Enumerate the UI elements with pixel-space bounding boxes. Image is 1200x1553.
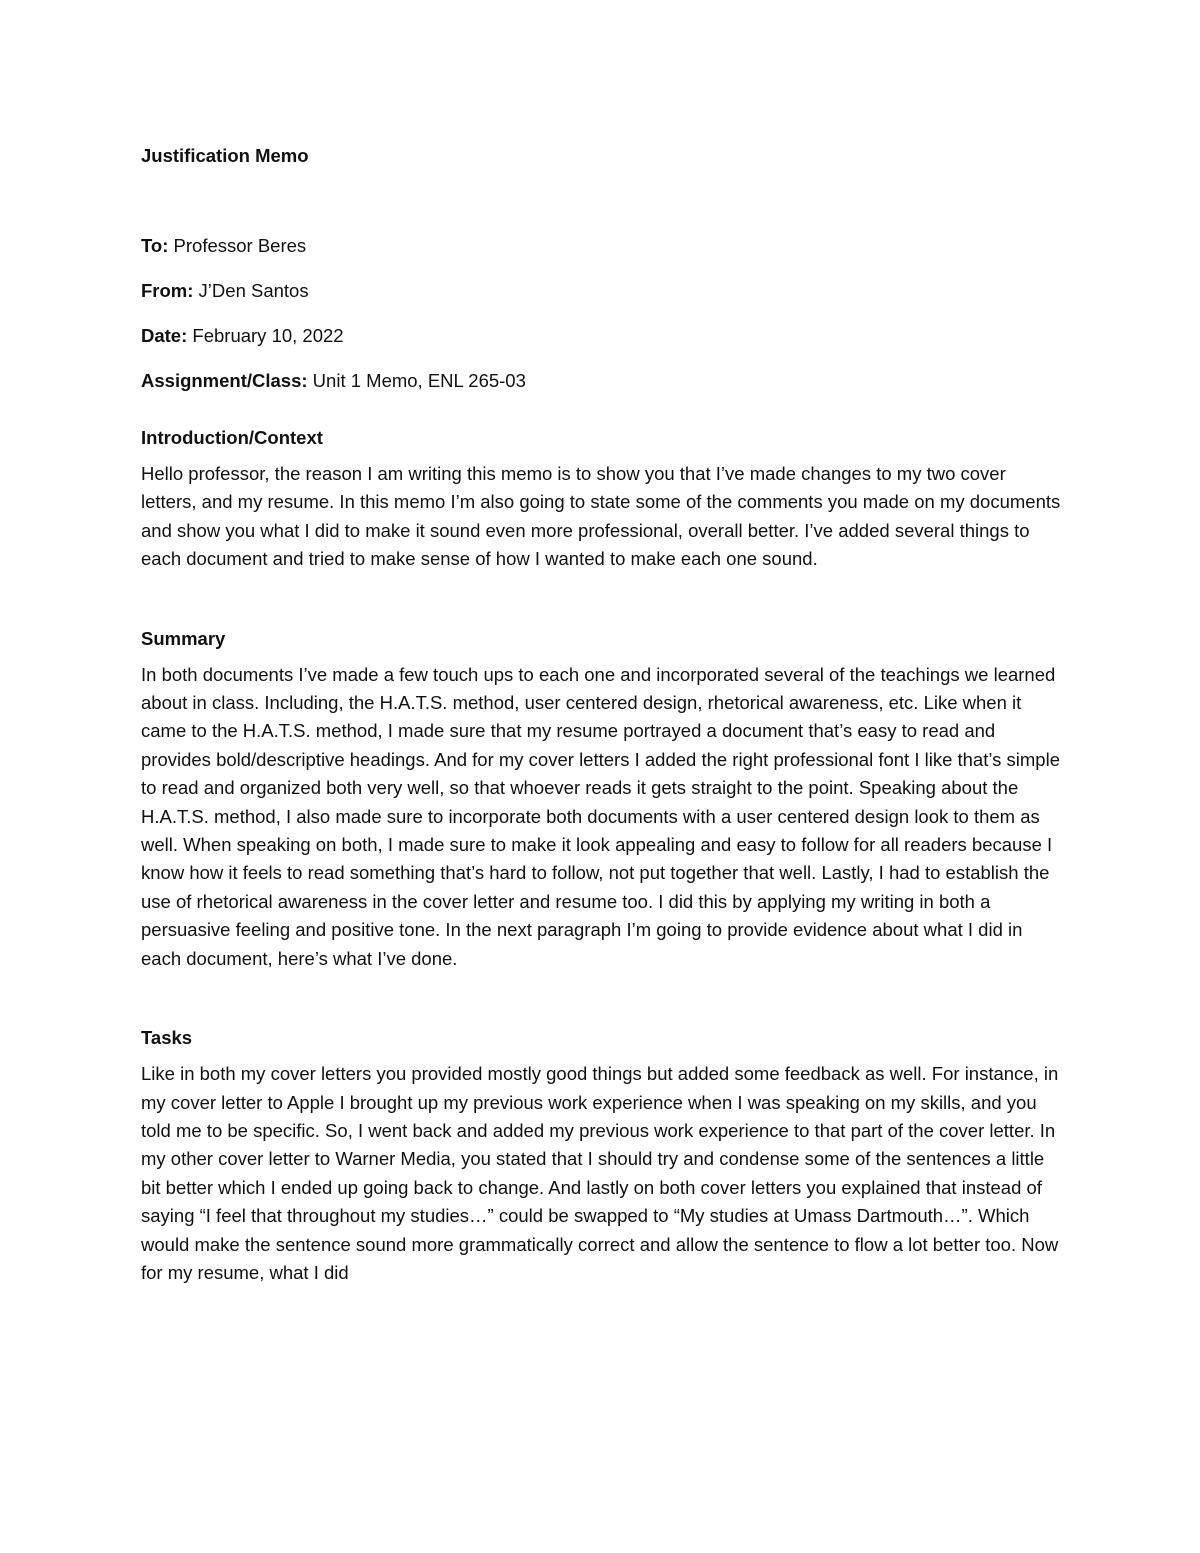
paragraph-line: professional font I like that’s simple to read and organized both very well, so that whoever reads it gets (141, 748, 1060, 799)
summary-section (141, 625, 1071, 973)
paragraph-line: positive tone. In the next paragraph I’m going to provide evidence about what I did in each document, (141, 919, 1023, 969)
paragraph-line: here’s what I’ve done. (277, 947, 458, 969)
paragraph-line: instance, in my cover letter to Apple I brought up my previous work experience when I was speaking on (141, 1063, 1059, 1113)
summary-paragraph (141, 661, 1066, 973)
paragraph-line: both cover letters you explained that instead of saying “I feel that throughout my studies…” could be (141, 1176, 1042, 1227)
paragraph-line: added several things to each document and tried to make sense of how I wanted to make each one (141, 519, 1030, 570)
paragraph-line: in the cover letter and resume too. I did this by applying my writing in both a persuasive feeling and (141, 890, 991, 941)
from-line (141, 277, 1071, 305)
paragraph-line: In both documents I’ve made a few touch ups to each one and incorporated several of the teachings we (141, 663, 989, 685)
assignment-value: Unit 1 Memo, ENL 265-03 (307, 370, 526, 391)
tasks-heading: Tasks (141, 1027, 193, 1049)
from-value: J’Den Santos (193, 280, 309, 301)
introduction-heading: Introduction/Context (141, 427, 323, 448)
introduction-section (141, 424, 1071, 574)
paragraph-line: make it look appealing and easy to follow for all readers because I know how it feels to read something (141, 834, 1053, 884)
paragraph-line: sound. (762, 548, 818, 570)
from-label: From: (141, 280, 194, 301)
paragraph-line: learned about in class. Including, the H.A.T.S. method, user centered design, rhetorical awareness, etc. (141, 663, 1056, 714)
to-line (141, 232, 1071, 260)
memo-title: Justification Memo (141, 145, 309, 166)
paragraph-line: Like when it came to the H.A.T.S. method, I made sure that my resume portrayed a document that’s (141, 692, 1022, 742)
memo-body (141, 142, 1071, 1287)
paragraph-line: Hello professor, the reason I am writing this memo is to show you that I’ve made changes to my two (141, 463, 956, 484)
date-value: February 10, 2022 (187, 325, 344, 346)
paragraph-line: easy to read and provides bold/descriptive headings. And for my cover letters I added the right (141, 720, 996, 770)
to-value: Professor Beres (168, 235, 307, 256)
paragraph-line: part of the cover letter. In my other cover letter to Warner Media, you stated that I should try and (141, 1119, 1056, 1170)
paragraph-line: grammatically correct and allow the sentence to flow a lot better too. Now for my resume, what I did (141, 1233, 1059, 1283)
paragraph-line: my skills, and you told me to be specific. So, I went back and added my previous work experience to that (141, 1091, 1037, 1141)
paragraph-line: that’s hard to follow, not put together that well. Lastly, I had to establish the use of rhetorical awareness (141, 862, 1050, 912)
paragraph-line: condense some of the sentences a little bit better which I ended up going back to change. And lastly on (141, 1148, 1045, 1198)
tasks-paragraph (141, 1060, 1066, 1287)
paragraph-line: my documents and show you what I did to make it sound even more professional, overall better. I’ve (141, 491, 1061, 541)
paragraph-line: Like in both my cover letters you provided mostly good things but added some feedback as well. For (141, 1063, 960, 1085)
introduction-paragraph (141, 460, 1066, 574)
paragraph-line: documents with a user centered design look to them as well. When speaking on both, I made sure to (141, 805, 1040, 856)
summary-heading: Summary (141, 627, 226, 649)
assignment-line (141, 367, 1071, 395)
date-label: Date: (141, 325, 188, 346)
paragraph-line: straight to the point. Speaking about the H.A.T.S. method, I also made sure to incorporate both (141, 777, 1019, 827)
tasks-section (141, 1024, 1071, 1287)
date-line (141, 322, 1071, 350)
memo-header-fields (141, 232, 1071, 395)
paragraph-line: cover letters, and my resume. In this memo I’m also going to state some of the comments you made on (141, 463, 1006, 513)
assignment-label: Assignment/Class: (141, 370, 308, 391)
to-label: To: (141, 235, 169, 256)
paragraph-line: swapped to “My studies at Umass Dartmouth…”. Which would make the sentence sound more (141, 1205, 1030, 1255)
